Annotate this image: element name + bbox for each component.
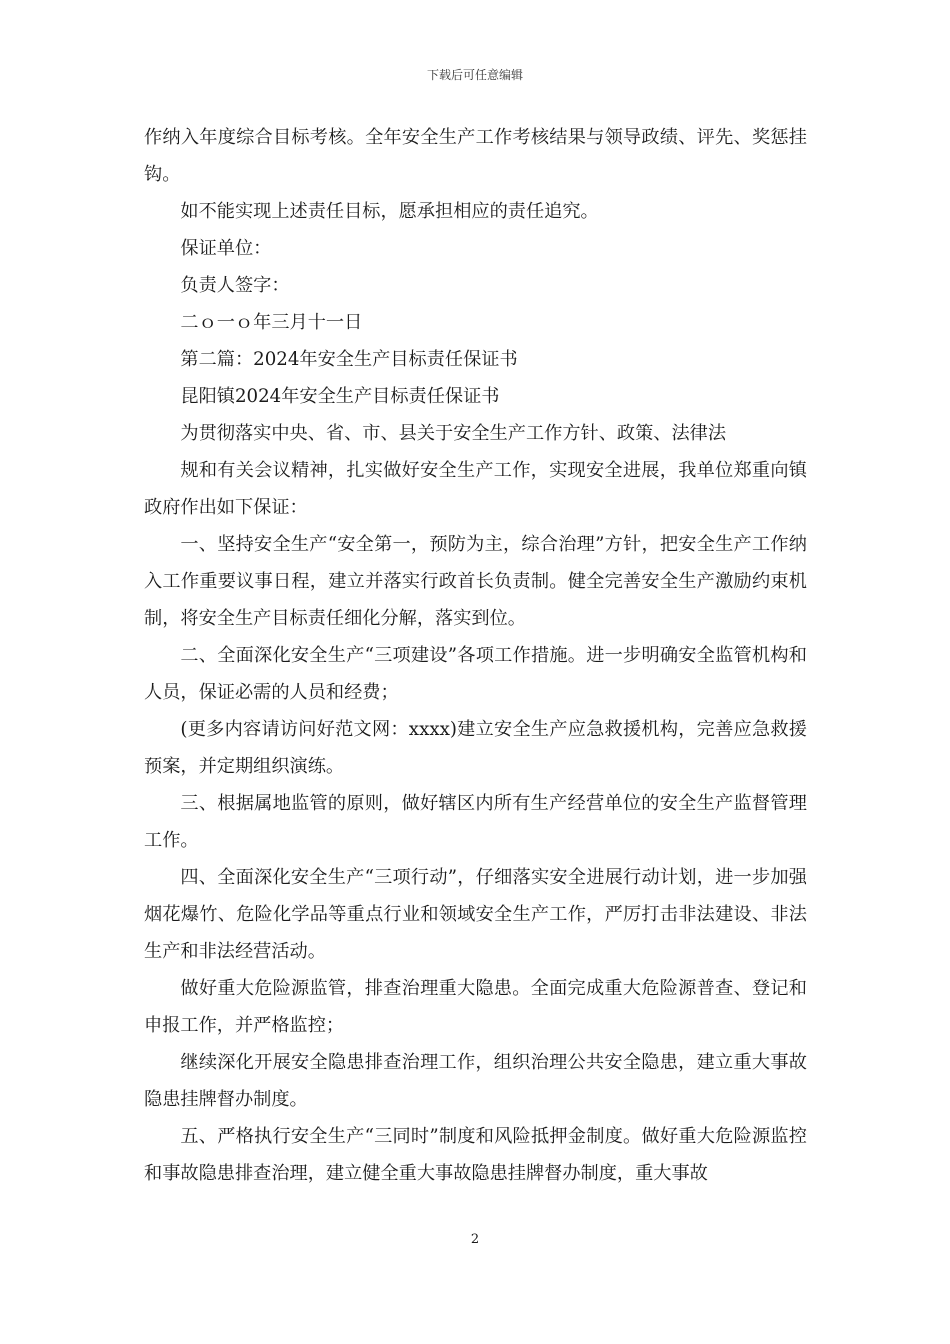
- paragraph-item-1: 一、坚持安全生产“安全第一，预防为主，综合治理”方针，把安全生产工作纳入工作重要议事日程，建立并落实行政首长负责制。健全完善安全生产激励约束机制，将安全生产目标责任细化分解，落实到位。: [144, 534, 807, 629]
- page-number: 2: [470, 1232, 480, 1247]
- paragraph-intro: 为贯彻落实中央、省、市、县关于安全生产工作方针、政策、法律法: [180, 423, 727, 444]
- paragraph-hazard-monitoring: 做好重大危险源监管，排查治理重大隐患。全面完成重大危险源普查、登记和申报工作，并严格监控；: [144, 978, 807, 1036]
- paragraph-hazard-investigation: 继续深化开展安全隐患排查治理工作，组织治理公共安全隐患，建立重大事故隐患挂牌督办制度。: [144, 1052, 807, 1110]
- paragraph-liability: 如不能实现上述责任目标，愿承担相应的责任追究。: [180, 201, 599, 222]
- paragraph-item-5: 五、严格执行安全生产“三同时”制度和风险抵押金制度。做好重大危险源监控和事故隐患排查治理，建立健全重大事故隐患挂牌督办制度，重大事故: [144, 1126, 807, 1184]
- guarantor-unit-label: 保证单位：: [180, 238, 272, 259]
- date-line: 二ｏ一ｏ年三月十一日: [180, 312, 363, 333]
- page-header: 下载后可任意编辑: [426, 68, 523, 82]
- signature-label: 负责人签字：: [180, 275, 290, 296]
- section-title: 第二篇：2024年安全生产目标责任保证书: [180, 349, 518, 370]
- document-title: 昆阳镇2024年安全生产目标责任保证书: [180, 386, 500, 407]
- paragraph-item-2-more: (更多内容请访问好范文网：xxxx)建立安全生产应急救援机构，完善应急救援预案，并定期组织演练。: [144, 719, 807, 777]
- paragraph-intro-continued: 规和有关会议精神，扎实做好安全生产工作，实现安全进展，我单位郑重向镇政府作出如下保证：: [144, 460, 807, 518]
- paragraph-item-2: 二、全面深化安全生产“三项建设”各项工作措施。进一步明确安全监管机构和人员，保证必需的人员和经费；: [144, 645, 807, 703]
- document-body: [144, 119, 807, 1192]
- paragraph-continuation: 作纳入年度综合目标考核。全年安全生产工作考核结果与领导政绩、评先、奖惩挂钩。: [144, 127, 807, 185]
- paragraph-item-4: 四、全面深化安全生产“三项行动”，仔细落实安全进展行动计划，进一步加强烟花爆竹、危险化学品等重点行业和领域安全生产工作，严厉打击非法建设、非法生产和非法经营活动。: [144, 867, 807, 962]
- paragraph-item-3: 三、根据属地监管的原则，做好辖区内所有生产经营单位的安全生产监督管理工作。: [144, 793, 807, 851]
